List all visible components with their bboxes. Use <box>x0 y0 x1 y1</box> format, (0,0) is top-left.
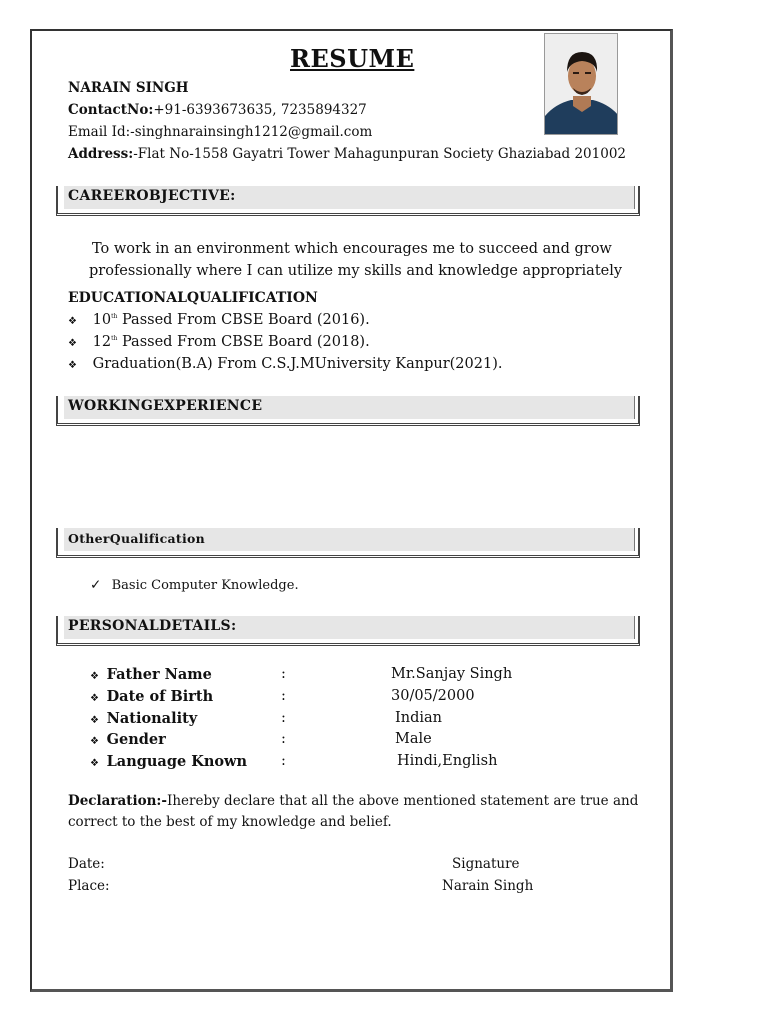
education-heading: EDUCATIONALQUALIFICATION <box>68 290 318 306</box>
personal-row: ❖ Gender <box>90 731 166 748</box>
objective-line-1: To work in an environment which encourages me to succeed and grow <box>92 241 612 257</box>
education-item: ❖ 10th Passed From CBSE Board (2016). <box>68 312 370 328</box>
email-value: singhnarainsingh1212@gmail.com <box>134 124 373 140</box>
email-line <box>68 124 372 140</box>
section-working-experience <box>56 396 640 426</box>
personal-colon: : <box>281 710 286 726</box>
profile-photo-icon <box>545 34 618 135</box>
contact-line <box>68 102 367 118</box>
diamond-bullet-icon: ❖ <box>90 671 99 682</box>
date-label: Date: <box>68 856 105 872</box>
declaration-label: Declaration:- <box>68 793 168 809</box>
other-qualification-item: ✓ Basic Computer Knowledge. <box>90 577 299 593</box>
diamond-bullet-icon: ❖ <box>68 316 77 327</box>
diamond-bullet-icon: ❖ <box>68 338 77 349</box>
diamond-bullet-icon: ❖ <box>90 715 99 726</box>
address-label: Address: <box>68 146 134 162</box>
signature-label: Signature <box>452 856 520 872</box>
personal-value: 30/05/2000 <box>391 688 475 704</box>
personal-row: ❖ Date of Birth <box>90 688 214 705</box>
section-other-qualification <box>56 528 640 558</box>
diamond-bullet-icon: ❖ <box>90 758 99 769</box>
place-label: Place: <box>68 878 110 894</box>
personal-row: ❖ Father Name <box>90 666 212 683</box>
personal-value: Male <box>395 731 432 747</box>
address-line <box>68 146 626 162</box>
education-item: ❖ 12th Passed From CBSE Board (2018). <box>68 334 370 350</box>
personal-colon: : <box>281 666 286 682</box>
signature-name: Narain Singh <box>442 878 534 894</box>
profile-photo <box>544 33 618 135</box>
section-working-experience-label: WORKINGEXPERIENCE <box>68 398 263 414</box>
diamond-bullet-icon: ❖ <box>90 736 99 747</box>
contact-label: ContactNo: <box>68 102 154 118</box>
education-item: ❖ Graduation(B.A) From C.S.J.MUniversity Kanpur(2021). <box>68 356 503 372</box>
diamond-bullet-icon: ❖ <box>90 693 99 704</box>
resume-title: RESUME <box>290 44 415 73</box>
section-personal-details <box>56 616 640 646</box>
resume-page <box>30 29 673 992</box>
objective-line-2: professionally where I can utilize my skills and knowledge appropriately <box>89 263 623 279</box>
personal-colon: : <box>281 731 286 747</box>
contact-value: +91-6393673635, 7235894327 <box>153 102 367 118</box>
section-personal-details-label: PERSONALDETAILS: <box>68 618 237 634</box>
checkmark-icon: ✓ <box>90 577 102 593</box>
candidate-name: NARAIN SINGH <box>68 80 189 96</box>
declaration-line-2: correct to the best of my knowledge and belief. <box>68 814 392 830</box>
address-value: -Flat No-1558 Gayatri Tower Mahagunpuran Society Ghaziabad 201002 <box>133 146 626 162</box>
personal-value: Hindi,English <box>397 753 498 769</box>
declaration-line-1: Declaration:-Ihereby declare that all the above mentioned statement are true and <box>68 793 639 809</box>
personal-colon: : <box>281 753 286 769</box>
diamond-bullet-icon: ❖ <box>68 360 77 371</box>
section-other-qualification-label: OtherQualification <box>68 531 206 546</box>
personal-row: ❖ Nationality <box>90 710 198 727</box>
personal-row: ❖ Language Known <box>90 753 248 770</box>
personal-colon: : <box>281 688 286 704</box>
email-label: Email Id:- <box>68 124 135 140</box>
section-career-objective <box>56 186 640 216</box>
personal-value: Indian <box>395 710 442 726</box>
section-career-objective-label: CAREEROBJECTIVE: <box>68 188 236 204</box>
personal-value: Mr.Sanjay Singh <box>391 666 513 682</box>
